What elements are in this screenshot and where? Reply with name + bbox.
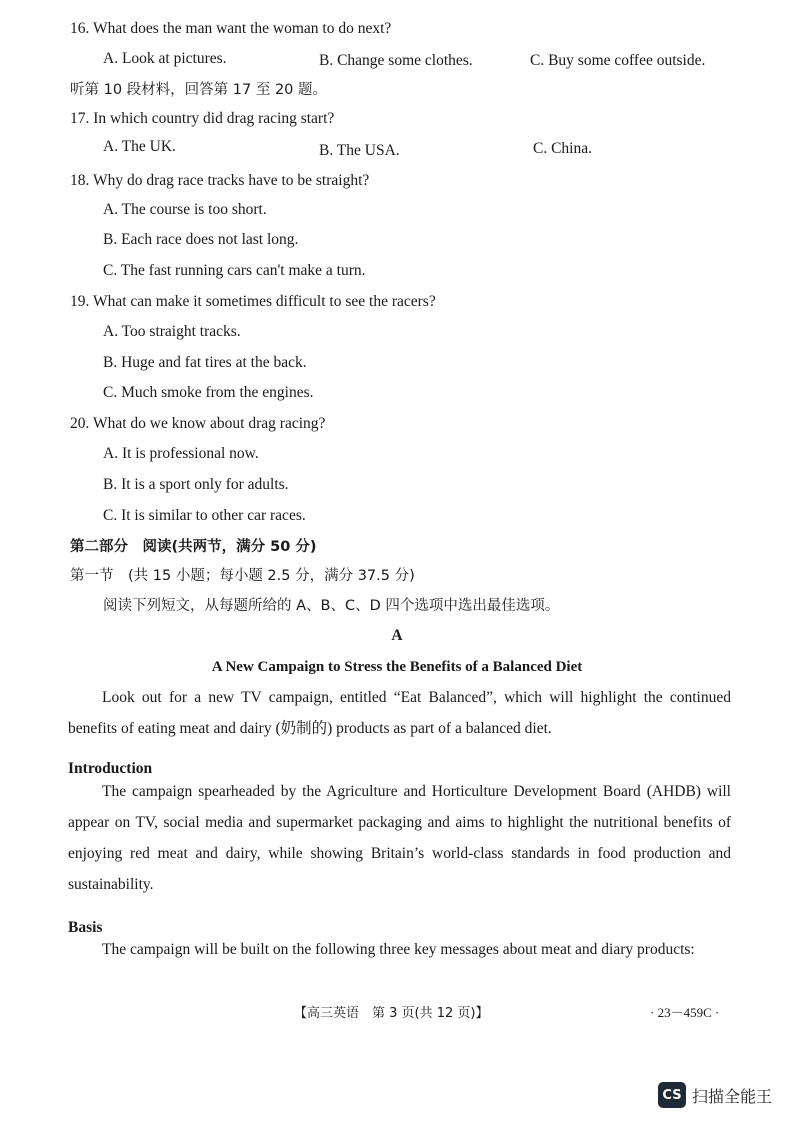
- paragraph-1: [68, 682, 731, 744]
- paragraph-2-text: The campaign spearheaded by the Agriculture and Horticulture Development Board (AHDB) will appear on TV, social media and supermarket packaging and aims to highlight the nutritional benefits of enjoying red meat and dairy, while showing Britain’s world-class standards in food production and sustainability.: [68, 783, 731, 893]
- q18-option-b: B. Each race does not last long.: [103, 231, 299, 248]
- heading-basis: Basis: [68, 919, 103, 936]
- question-20: 20. What do we know about drag racing?: [70, 415, 326, 432]
- q19-option-c: C. Much smoke from the engines.: [103, 384, 314, 401]
- section-1-title: 第一节 (共 15 小题；每小题 2.5 分，满分 37.5 分): [70, 568, 415, 584]
- q16-option-a: A. Look at pictures.: [103, 50, 227, 67]
- q19-option-b: B. Huge and fat tires at the back.: [103, 354, 307, 371]
- passage-letter: A: [391, 627, 403, 644]
- paragraph-3-text: The campaign will be built on the following three key messages about meat and diary products:: [102, 941, 695, 958]
- question-17: 17. In which country did drag racing start?: [70, 110, 335, 127]
- q16-option-b: B. Change some clothes.: [319, 52, 473, 69]
- q16-option-c: C. Buy some coffee outside.: [530, 52, 706, 69]
- paragraph-1-text: Look out for a new TV campaign, entitled “Eat Balanced”, which will highlight the continued benefits of eating meat and dairy (奶制的) products as part of a balanced diet.: [68, 689, 731, 737]
- exam-code: · 23－459C ·: [650, 1005, 720, 1020]
- part-2-title: 第二部分 阅读(共两节，满分 50 分): [70, 539, 317, 555]
- scanner-logo: [658, 1082, 772, 1108]
- q20-option-b: B. It is a sport only for adults.: [103, 476, 289, 493]
- q18-option-a: A. The course is too short.: [103, 201, 267, 218]
- heading-introduction: Introduction: [68, 760, 153, 777]
- question-19: 19. What can make it sometimes difficult to see the racers?: [70, 293, 436, 310]
- passage-title: A New Campaign to Stress the Benefits of a Balanced Diet: [211, 659, 583, 675]
- q17-option-a: A. The UK.: [103, 138, 176, 155]
- q19-option-a: A. Too straight tracks.: [103, 323, 241, 340]
- paragraph-2: [68, 776, 731, 900]
- cs-logo-icon: CS: [658, 1082, 686, 1108]
- q17-option-b: B. The USA.: [319, 142, 400, 159]
- q20-option-a: A. It is professional now.: [103, 445, 259, 462]
- scanner-logo-text: 扫描全能王: [692, 1086, 773, 1106]
- q20-option-c: C. It is similar to other car races.: [103, 507, 306, 524]
- question-16: 16. What does the man want the woman to do next?: [70, 20, 392, 37]
- section-10-instruction: 听第 10 段材料，回答第 17 至 20 题。: [70, 82, 328, 98]
- question-18: 18. Why do drag race tracks have to be straight?: [70, 172, 370, 189]
- paragraph-3: [68, 934, 731, 965]
- page-footer-label: 【高三英语 第 3 页(共 12 页)】: [294, 1006, 489, 1021]
- reading-instruction: 阅读下列短文，从每题所给的 A、B、C、D 四个选项中选出最佳选项。: [103, 598, 560, 614]
- q17-option-c: C. China.: [533, 140, 592, 157]
- q18-option-c: C. The fast running cars can't make a turn.: [103, 262, 366, 279]
